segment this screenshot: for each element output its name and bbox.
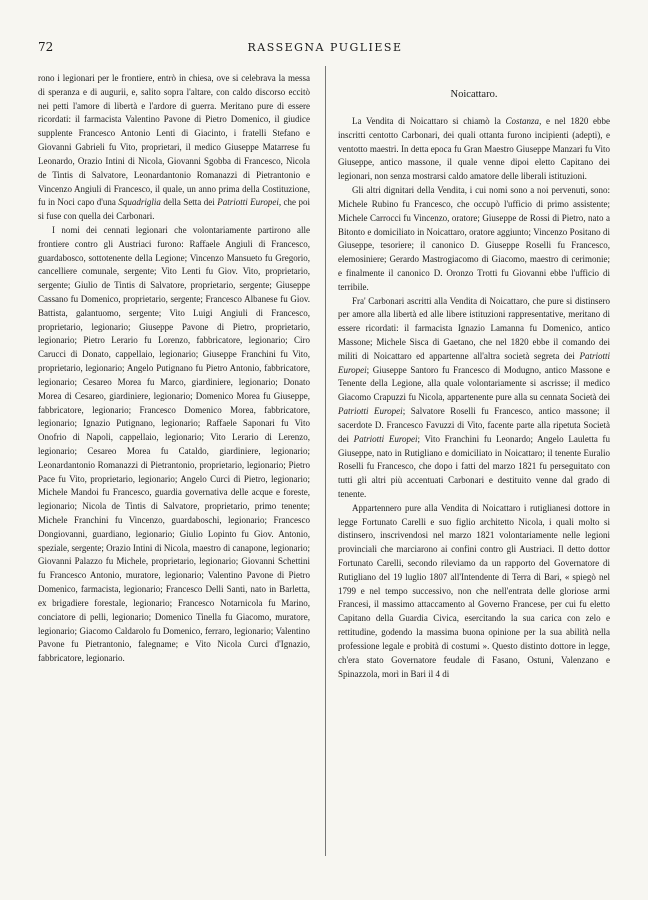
right-column	[338, 72, 610, 681]
paragraph: I nomi dei cennati legionari che volontariamente partirono alle frontiere contro gli Austriaci furono: Raffaele Angiuli di Francesco, guardabosco, sottotenente della Legione; Vincenzo Mansueto fu Gregorio, cancelliere comunale, sergente; Vito Lenti fu Giov. Vito, proprietario, sergente; Giulio de Tintis di Salvatore, proprietario, sergente; Giuseppe Cassano fu Domenico, proprietario, sergente; Francesco Albanese fu Giov. Battista, galantuomo, sergente; Vito Luigi Angiuli di Francesco, proprietario, legionario; Giuseppe Pavone di Pietro, proprietario, legionario; Pietro Lerario fu Lorenzo, fabbricatore, legionario; Ciro Carucci di Donato, cappellaio, legionario; Giuseppe Franchini fu Vito, proprietario, legionario; Angelo Putignano fu Pietro Antonio, fabbricatore, legionario; Cesareo Morea fu Marco, giardiniere, legionario; Donato Morea di Cesareo, giardiniere, legionario; Domenico Morea fu Giuseppe, fabbricatore, legionario; Francesco Domenico Morea, fabbricatore, legionario; Ignazio Putignano, legionario; Raffaele Saponari fu Vito Onofrio di Napoli, cappellaio, legionario; Vito Lerario di Lerenzo, legionario; Cesareo Morea fu Cataldo, giardiniere, legionario; Leonardantonio Romanazzi di Pietrantonio, proprietario, legionario; Pietro Pace fu Vito, proprietario, legionario; Angelo Curci di Pietro, legionario; Michele Mandoi fu Francesco, guardia governativa delle acque e foreste, legionario; Nicola de Tintis di Salvatore, proprietario, primo tenente; Michele Franchini fu Vincenzo, guardaboschi, legionario; Francesco Dongiovanni, guardiano, legionario; Giulio Lopinto fu Giov. Antonio, speziale, sergente; Orazio Intini di Nicola, maestro di canapone, legionario; Giovanni Palazzo fu Michele, proprietario, legionario; Giovanni Schettini fu Francesco Antonio, muratore, legionario; Valentino Pavone di Pietro Domenico, farmacista, legionario; Francesco Delli Santi, nato in Barletta, ex brigadiere forestale, legionario; Francesco Notarnicola fu Marino, conciatore di pelli, legionario; Domenico Tinella fu Giacomo, muratore, legionario; Giacomo Caldarolo fu Domenico, ferraro, legionario; Valentino Pavone fu Pietrantonio, falegname; e Vito Nicola Curci d'Ignazio, fabbricatore, legionario.	[38, 224, 310, 664]
paragraph: rono i legionari per le frontiere, entrò in chiesa, ove si celebrava la messa di speranza e di augurii, e, salito sopra l'altare, con caldo discorso eccitò nei petti l'amore di libertà e l'ardore di guerra. Meritano pure di essere ricordati: il farmacista Valentino Pavone di Pietro Domenico, il giudice supplente Francesco Antonio Lenti di Giacinto, i fratelli Stefano e Giovanni Gabrieli fu Vito, proprietari, il medico Giuseppe Matarrese fu Leonardo, Orazio Intini di Nicola, Giovanni Sgobba di Francesco, Nicola de Tintis di Salvatore, Leonardantonio Romanazzi di Pietrantonio e Vincenzo Angiuli di Francesco, il quale, un anno prima della Costituzione, fu in Noci capo d'una Squadriglia della Setta dei Patriotti Europei, che poi si fuse con quella dei Carbonari.	[38, 73, 310, 222]
paragraph: Fra' Carbonari ascritti alla Vendita di Noicattaro, che pure si distinsero per amore alla libertà ed alle libere istituzioni rappresentative, meritano di essere ricordati: il farmacista Ignazio Lamanna fu Domenico, antico Massone; Michele Sisca di Gaetano, che nel 1820 ebbe il comando dei militi di Noicattaro ed appartenne all'altra società segreta dei Patriotti Europei; Giuseppe Santoro fu Francesco di Modugno, antico Massone e Tenente della Legione, alla quale volontariamente si ascrisse; il medico Giacomo Crapuzzi fu Nicola, appartenente pure alla su cennata Società dei Patriotti Europei; Salvatore Roselli fu Francesco, antico massone; il sacerdote D. Francesco Favuzzi di Vito, facente parte alla ripetuta Società dei Patriotti Europei; Vito Franchini fu Leonardo; Angelo Lauletta fu Giuseppe, nato in Rutigliano e domiciliato in Noicattaro; il tenente Euralio Roselli fu Francesco, che dopo i fatti del marzo 1821 fu perseguitato con tutti gli altri più accentuati Carbonari e destituito venne dal grado di tenente.	[338, 295, 610, 499]
paragraph: Gli altri dignitari della Vendita, i cui nomi sono a noi pervenuti, sono: Michele Rubino fu Francesco, che occupò l'ufficio di primo assistente; Michele Carrocci fu Vincenzo, oratore; Giuseppe de Rossi di Pietro, nato a Bitonto e domiciliato in Noicattaro, oratore aggiunto; Vincenzo Positano di Giuseppe, tesoriere; il canonico D. Giuseppe Roselli fu Francesco, elemosiniere; Gerardo Mastrogiacomo di Giacomo, maestro di cerimonie; e finalmente il canonico D. Oronzo Trotti fu Giovanni ebbe l'ufficio di terribile.	[338, 185, 610, 292]
page-number: 72	[38, 40, 54, 54]
left-column	[38, 72, 310, 666]
page-header	[38, 40, 612, 56]
journal-title: RASSEGNA PUGLIESE	[247, 41, 403, 54]
column-divider	[325, 66, 326, 856]
section-title: Noicattaro.	[450, 89, 498, 100]
paragraph: Appartennero pure alla Vendita di Noicattaro i rutiglianesi dottore in legge Fortunato Carelli e suo figlio architetto Nicola, i quali molto si distinsero, inscrivendosi nel marzo 1821 volontariamente nelle legioni provinciali che marciarono ai confini contro gli Austriaci. Il detto dottor Fortunato Carelli, secondo rileviamo da un rapporto del Governatore di Rutigliano del 19 luglio 1807 all'Intendente di Terra di Bari, « spiegò nel 1799 e nel tempo successivo, non che nell'entrata delle gloriose armi Francesi, il massimo attaccamento al Governo Francese, per cui fu eletto Capitano della Guardia Civica, esercitando la sua carica con zelo e rettitudine, godendo la massima buona opinione per la sua abilità nella professione legale e probità di costumi ». Questo distinto dottore in legge, ch'era stato Governatore feudale di Fasano, Ostuni, Valenzano e Spinazzola, morì in Bari il 4 di	[338, 502, 610, 679]
paragraph: La Vendita di Noicattaro si chiamò la Costanza, e nel 1820 ebbe inscritti centotto Carbonari, dei quali ottanta furono incipienti (adepti), e ventotto maestri. In detta epoca fu Gran Maestro Giuseppe Manzari fu Vito Giuseppe, antico massone, il quale venne dipoi eletto Capitano dei legionari, non senza mostrarsi caldo amatore delle liberali istituzioni.	[338, 116, 611, 182]
